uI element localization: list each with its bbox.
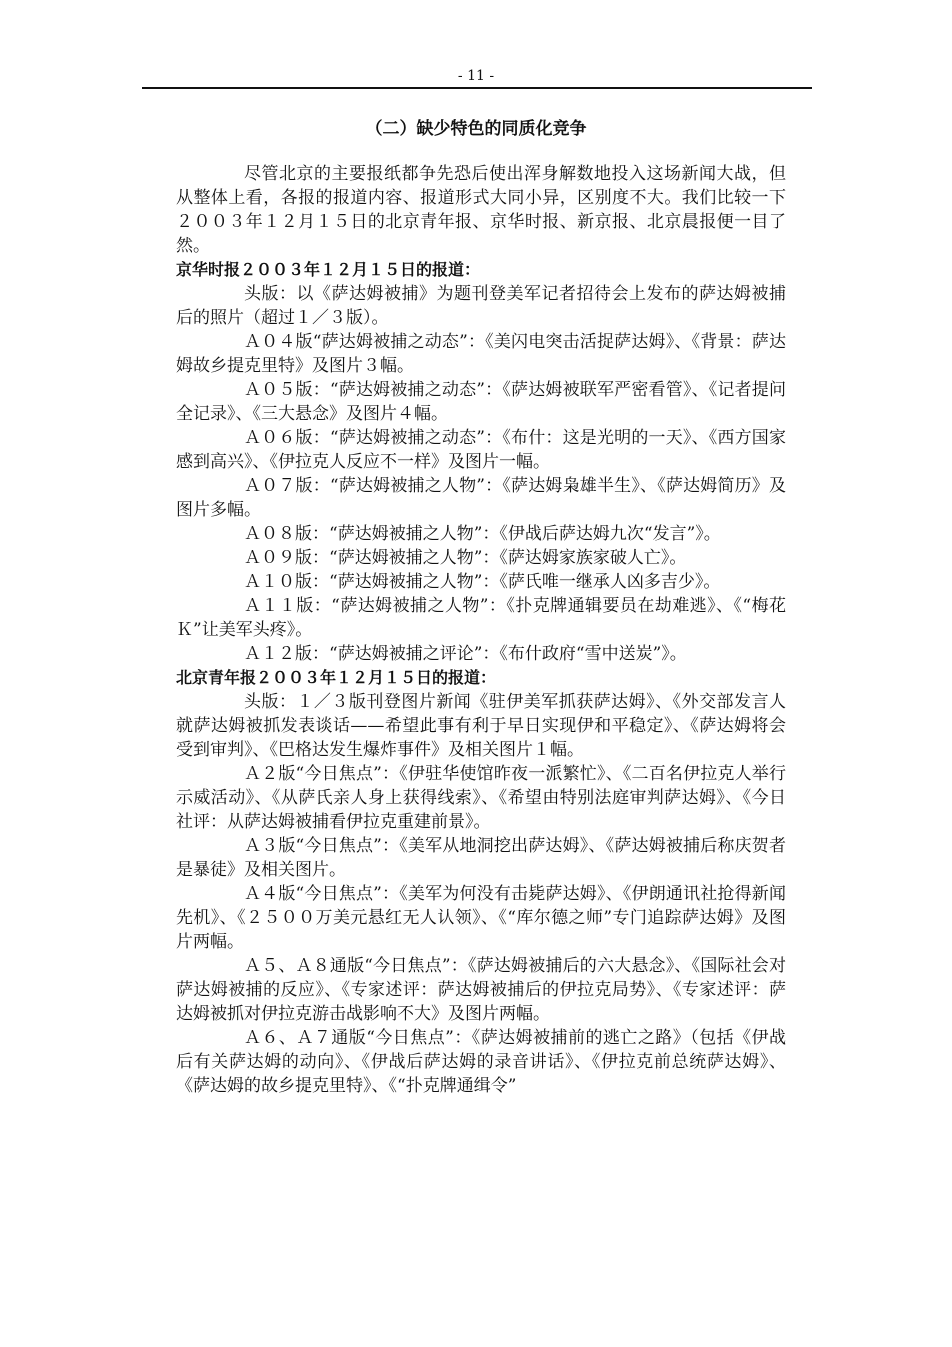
beiqing-item: Ａ６、Ａ７通版“今日焦点”：《萨达姆被捕前的逃亡之路》（包括《伊战后有关萨达姆的动向》、《伊战后萨达姆的录音讲话》、《伊拉克前总统萨达姆》、《萨达姆的故乡提克里特》、《“扑克牌通缉令” <box>176 1028 786 1096</box>
intro-paragraph: 尽管北京的主要报纸都争先恐后使出浑身解数地投入这场新闻大战，但从整体上看，各报的报道内容、报道形式大同小异，区别度不大。我们比较一下２００３年１２月１５日的北京青年报、京华时报、新京报、北京晨报便一目了然。 <box>176 164 786 256</box>
article-body <box>176 162 786 1098</box>
beiqing-item: Ａ３版“今日焦点”：《美军从地洞挖出萨达姆》、《萨达姆被捕后称庆贺者是暴徒》及相关图片。 <box>176 836 786 880</box>
page-number: - 11 - <box>457 68 495 84</box>
jinghua-item: Ａ１２版：“萨达姆被捕之评论”：《布什政府“雪中送炭”》。 <box>244 644 687 664</box>
jinghua-heading: 京华时报２００３年１２月１５日的报道： <box>176 260 481 279</box>
beiqing-heading: 北京青年报２００３年１２月１５日的报道： <box>176 668 497 687</box>
beiqing-item: Ａ４版“今日焦点”：《美军为何没有击毙萨达姆》、《伊朗通讯社抢得新闻先机》、《２５００万美元悬红无人认领》、《“库尔德之师”专门追踪萨达姆》及图片两幅。 <box>176 884 786 952</box>
jinghua-item: Ａ０８版：“萨达姆被捕之人物”：《伊战后萨达姆九次“发言”》。 <box>244 524 721 544</box>
jinghua-item: 头版：以《萨达姆被捕》为题刊登美军记者招待会上发布的萨达姆被捕后的照片（超过１／３版）。 <box>176 284 786 328</box>
jinghua-item: Ａ１１版：“萨达姆被捕之人物”：《扑克牌通辑要员在劫难逃》、《“梅花Ｋ”让美军头疼》。 <box>176 596 786 640</box>
jinghua-item: Ａ１０版：“萨达姆被捕之人物”：《萨氏唯一继承人凶多吉少》。 <box>244 572 721 592</box>
jinghua-item: Ａ０５版：“萨达姆被捕之动态”：《萨达姆被联军严密看管》、《记者提问全记录》、《三大悬念》及图片４幅。 <box>176 380 786 424</box>
beiqing-item: 头版：１／３版刊登图片新闻《驻伊美军抓获萨达姆》、《外交部发言人就萨达姆被抓发表谈话——希望此事有利于早日实现伊和平稳定》、《萨达姆将会受到审判》、《巴格达发生爆炸事件》及相关图片１幅。 <box>176 692 786 760</box>
jinghua-item: Ａ０４版“萨达姆被捕之动态”：《美闪电突击活捉萨达姆》、《背景：萨达姆故乡提克里特》及图片３幅。 <box>176 332 786 376</box>
jinghua-item: Ａ０９版：“萨达姆被捕之人物”：《萨达姆家族家破人亡》。 <box>244 548 687 568</box>
beiqing-item: Ａ５、Ａ８通版“今日焦点”：《萨达姆被捕后的六大悬念》、《国际社会对萨达姆被捕的反应》、《专家述评：萨达姆被捕后的伊拉克局势》、《专家述评：萨达姆被抓对伊拉克游击战影响不大》及图片两幅。 <box>176 956 786 1024</box>
header-rule <box>142 87 812 89</box>
jinghua-item: Ａ０６版：“萨达姆被捕之动态”：《布什：这是光明的一天》、《西方国家感到高兴》、《伊拉克人反应不一样》及图片一幅。 <box>176 428 786 472</box>
jinghua-item: Ａ０７版：“萨达姆被捕之人物”：《萨达姆枭雄半生》、《萨达姆简历》及图片多幅。 <box>176 476 786 520</box>
beiqing-item: Ａ２版“今日焦点”：《伊驻华使馆昨夜一派繁忙》、《二百名伊拉克人举行示威活动》、《从萨氏亲人身上获得线索》、《希望由特别法庭审判萨达姆》、《今日社评：从萨达姆被捕看伊拉克重建前景》。 <box>176 764 786 832</box>
section-title: （二）缺少特色的同质化竞争 <box>365 119 587 139</box>
